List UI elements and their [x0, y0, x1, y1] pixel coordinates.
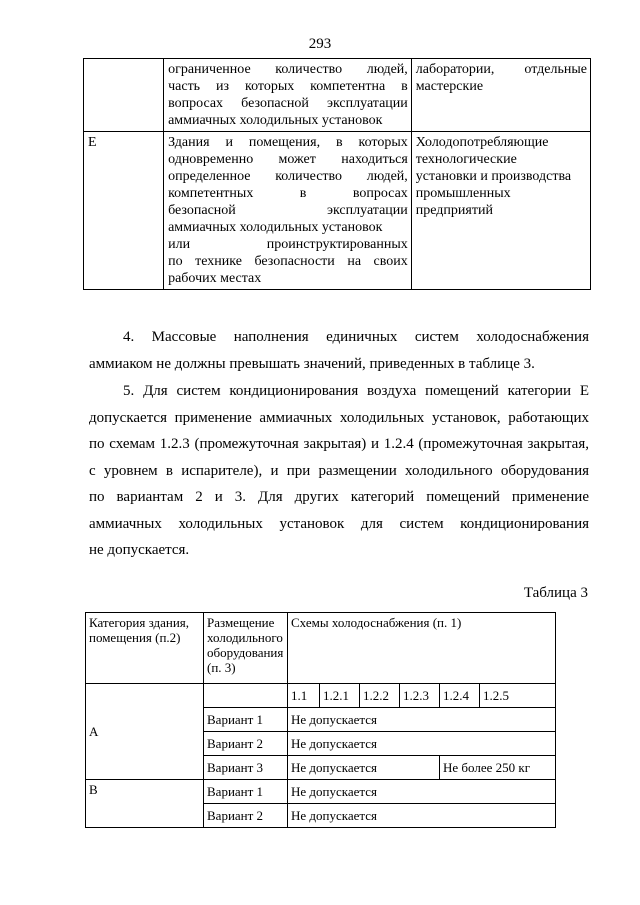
value-cell: Не допускается [288, 708, 556, 732]
paragraph-line: с уровнем в испарителе), и при размещении холодильного оборудования [89, 462, 589, 479]
scheme-code: 1.1 [288, 684, 320, 708]
cell-line: ограниченное количество людей, [168, 62, 408, 77]
scheme-code: 1.2.1 [320, 684, 360, 708]
table-row [86, 780, 556, 804]
table-cell [164, 59, 412, 132]
table-3 [85, 612, 556, 828]
category-cell: В [86, 780, 204, 828]
category-cell: А [86, 684, 204, 780]
cell-line: компетентных в вопросах [168, 186, 408, 201]
cell-line: рабочих местах [168, 271, 262, 286]
table-cell [411, 132, 590, 290]
value-cell: Не допускается [288, 732, 556, 756]
paragraph-4 [89, 324, 589, 377]
value-cell: Не допускается [288, 756, 440, 780]
paragraph-line: аммиачных холодильных установок для систем кондиционирования [89, 515, 589, 532]
paragraph-line: допускается применение аммиачных холодильных установок, работающих [89, 409, 589, 426]
table-cell [204, 684, 288, 708]
cell-line: безопасной эксплуатации [168, 203, 408, 218]
cell-line: лаборатории, отдельные [415, 62, 587, 77]
variant-cell: Вариант 2 [204, 732, 288, 756]
table-cell [84, 59, 164, 132]
table-caption: Таблица 3 [523, 585, 588, 601]
cell-line: установки и производства [415, 169, 572, 184]
scheme-code: 1.2.2 [360, 684, 400, 708]
paragraph-line: не допускается. [89, 542, 190, 558]
variant-cell: Вариант 1 [204, 780, 288, 804]
cell-line: аммиачных холодильных установок [168, 113, 383, 128]
cell-line: часть из которых компетентна в [168, 79, 408, 94]
table-row [84, 132, 591, 290]
scheme-code: 1.2.5 [480, 684, 556, 708]
cell-line: вопросах безопасной эксплуатации [168, 96, 408, 111]
paragraph-line: 5. Для систем кондиционирования воздуха помещений категории Е [123, 383, 589, 399]
scheme-code: 1.2.4 [440, 684, 480, 708]
table-row [86, 684, 556, 708]
paragraph-line: 4. Массовые наполнения единичных систем холодоснабжения [123, 329, 589, 345]
page-number: 293 [308, 36, 332, 52]
cell-line: мастерские [415, 79, 484, 94]
table-row [84, 59, 591, 132]
cell-line: предприятий [415, 203, 493, 218]
table-header-row [86, 613, 556, 684]
cell-line: по технике безопасности на своих [168, 254, 408, 269]
paragraph-5 [89, 378, 589, 564]
continuation-table [83, 58, 591, 290]
cell-line: Здания и помещения, в которых [168, 135, 408, 150]
value-cell-extra: Не более 250 кг [440, 756, 556, 780]
table-cell: Е [84, 132, 164, 290]
cell-line: технологические [415, 152, 517, 167]
variant-cell: Вариант 3 [204, 756, 288, 780]
cell-line: или проинструктированных [168, 237, 408, 252]
cell-line: промышленных [415, 186, 511, 201]
cell-line: Холодопотребляющие [415, 135, 549, 150]
paragraph-line: аммиаком не должны превышать значений, приведенных в таблице 3. [89, 355, 535, 372]
variant-cell: Вариант 1 [204, 708, 288, 732]
header-placement: Размещение холодильного оборудования (п. 3) [204, 613, 288, 684]
paragraph-line: по вариантам 2 и 3. Для других категорий помещений применение [89, 489, 589, 505]
cell-line: определенное количество людей, [168, 169, 408, 184]
table-cell [411, 59, 590, 132]
scheme-code: 1.2.3 [400, 684, 440, 708]
header-category: Категория здания, помещения (п.2) [86, 613, 204, 684]
variant-cell: Вариант 2 [204, 804, 288, 828]
paragraph-line: по схемам 1.2.3 (промежуточная закрытая) и 1.2.4 (промежуточная закрытая, [89, 436, 589, 452]
header-schemes: Схемы холодоснабжения (п. 1) [288, 613, 556, 684]
cell-line: аммиачных холодильных установок [168, 220, 383, 235]
value-cell: Не допускается [288, 780, 556, 804]
table-cell [164, 132, 412, 290]
cell-line: одновременно может находиться [168, 152, 408, 167]
value-cell: Не допускается [288, 804, 556, 828]
